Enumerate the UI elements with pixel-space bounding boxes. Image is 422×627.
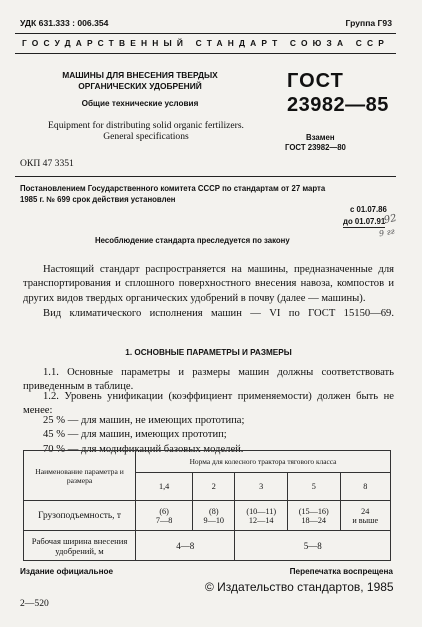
class-header: 3 (235, 473, 288, 501)
title-en-line2: General specifications (103, 131, 189, 142)
decree-text (20, 183, 396, 205)
title-ru-line1: МАШИНЫ ДЛЯ ВНЕСЕНИЯ ТВЕРДЫХ (62, 70, 218, 80)
cell-line: и выше (352, 515, 379, 525)
group-code: Группа Г93 (345, 18, 392, 28)
table-cell (287, 501, 340, 531)
table-cell (136, 501, 193, 531)
table-cell (235, 501, 288, 531)
list-item: 45 % — для машин, имеющих прототип; (43, 429, 227, 441)
law-warning: Несоблюдение стандарта преследуется по закону (95, 236, 290, 245)
title-ru (40, 70, 240, 92)
validity-from: с 01.07.86 (350, 205, 387, 214)
list-item: 25 % — для машин, не имеющих прототипа; (43, 415, 245, 426)
cell-line: (10—11) (246, 506, 277, 516)
copyright: © Издательство стандартов, 1985 (205, 580, 394, 594)
udk-code: УДК 631.333 : 006.354 (20, 18, 109, 28)
header-rule-top (15, 33, 396, 34)
class-header: 5 (287, 473, 340, 501)
list-item: 70 % — для модификаций базовых моделей. (43, 443, 244, 455)
cell-line: (6) (159, 506, 169, 516)
standard-banner: ГОСУДАРСТВЕННЫЙ СТАНДАРТ СОЮЗА ССР (21, 38, 390, 48)
replaces-label: Взамен (306, 133, 335, 142)
gost-number: 23982—85 (287, 94, 389, 116)
handwritten-note: 9 гг (378, 226, 396, 239)
title-ru-subtitle: Общие технические условия (81, 99, 199, 108)
validity-to: до 01.07.91 (343, 217, 386, 226)
cell-line: (15—16) (298, 506, 329, 516)
tractor-class-header: Норма для колесного трактора тягового класса (136, 451, 391, 473)
class-header: 8 (340, 473, 391, 501)
row-name: Грузоподъемность, т (24, 501, 136, 531)
table-cell (340, 501, 391, 531)
reprint-notice: Перепечатка воспрещена (289, 567, 393, 576)
title-en-line1: Equipment for distributing solid organic fertilizers. (48, 120, 244, 131)
class-header: 2 (193, 473, 235, 501)
page-code: 2—520 (20, 598, 49, 609)
table-row (24, 501, 391, 531)
decree-line2: 1985 г. № 699 срок действия установлен (20, 195, 176, 204)
cell-line: 18—24 (301, 515, 327, 525)
section-1-p2: 1.2. Уровень унификации (коэффициент применяемости) должен быть не менее: (23, 391, 394, 417)
class-header: 1,4 (136, 473, 193, 501)
cell-line: 24 (361, 506, 370, 516)
handwritten-year: 92 (382, 212, 398, 227)
section-1-p1: 1.1. Основные параметры и размеры машин должны соответствовать приведенным в таблице. (23, 367, 394, 393)
parameters-table (23, 450, 391, 561)
cell-line: 7—8 (155, 515, 173, 525)
edition-label: Издание официальное (20, 567, 114, 576)
okp-code: ОКП 47 3351 (20, 158, 74, 169)
gost-label: ГОСТ (287, 70, 344, 92)
section-1-heading: 1. ОСНОВНЫЕ ПАРАМЕТРЫ И РАЗМЕРЫ (125, 348, 292, 357)
intro-paragraph-1: Настоящий стандарт распространяется на машины, предназначенные для транспортирования и сплошного поверхностного внесения навоза, компостов и других видов твердых органических удобрений в почву (далее — машины). (23, 264, 394, 304)
row-name: Рабочая ширина внесения удобрений, м (24, 531, 136, 561)
cell-line: 12—14 (248, 515, 274, 525)
intro-paragraph-2: Вид климатического исполнения машин — VI по ГОСТ 15150—69. (43, 308, 394, 319)
title-ru-line2: ОРГАНИЧЕСКИХ УДОБРЕНИЙ (78, 81, 202, 91)
table-cell: 4—8 (136, 531, 235, 561)
header-rule-bottom (15, 53, 396, 54)
replaces-value: ГОСТ 23982—80 (285, 143, 346, 152)
param-header: Наименование параметра и размера (24, 451, 136, 501)
decree-line1: Постановлением Государственного комитета СССР по стандартам от 27 марта (20, 184, 326, 193)
table-row (24, 531, 391, 561)
title-en (26, 120, 266, 142)
table-cell (193, 501, 235, 531)
cell-line: (8) (209, 506, 219, 516)
table-cell: 5—8 (235, 531, 391, 561)
cell-line: 9—10 (203, 515, 225, 525)
okp-rule (15, 176, 396, 177)
